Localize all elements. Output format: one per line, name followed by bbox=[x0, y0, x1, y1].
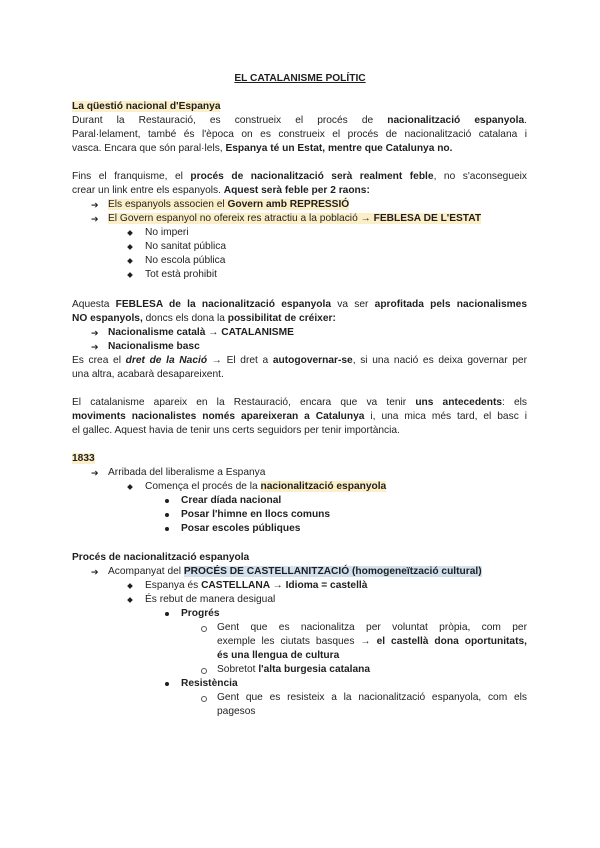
nationalism-item: Nacionalisme català → CATALANISME bbox=[108, 327, 294, 338]
dot-bullet-icon bbox=[165, 682, 169, 686]
section-heading-proces: Procés de nacionalització espanyola bbox=[72, 552, 250, 563]
sub-item: No sanitat pública bbox=[145, 241, 226, 252]
paragraph-line: El catalanisme apareix en la Restauració, encara que va tenir uns antecedents: els bbox=[72, 397, 527, 408]
sub-item: No escola pública bbox=[145, 255, 226, 266]
list-item: Arribada del liberalisme a Espanya bbox=[108, 467, 266, 478]
arrow-bullet-icon: ➔ bbox=[91, 567, 99, 577]
paragraph-line: vasca. Encara que són paral·lels, Espanya té un Estat, mentre que Catalunya no. bbox=[72, 143, 453, 154]
paragraph-line: Aquesta FEBLESA de la nacionalització espanyola va ser aprofitada pels nacionalismes bbox=[72, 299, 528, 310]
dot-bullet-icon bbox=[165, 513, 169, 517]
page-title: EL CATALANISME POLÍTIC bbox=[234, 73, 366, 84]
paragraph-line: NO espanyols, doncs els dona la possibilitat de créixer: bbox=[72, 313, 336, 324]
reason-item: El Govern espanyol no ofereix res atractiu a la població → FEBLESA DE L'ESTAT bbox=[108, 213, 482, 224]
list-item-line: Gent que es resisteix a la nacionalització espanyola, com els bbox=[217, 692, 527, 703]
arrow-bullet-icon: ➔ bbox=[91, 342, 99, 352]
diamond-bullet-icon bbox=[127, 244, 133, 250]
list-item-line: pagesos bbox=[217, 706, 256, 717]
paragraph-line: crear un link entre els espanyols. Aquest serà feble per 2 raons: bbox=[72, 185, 370, 196]
diamond-bullet-icon bbox=[127, 230, 133, 236]
year-heading: 1833 bbox=[72, 453, 95, 464]
nationalism-item: Nacionalisme basc bbox=[108, 341, 200, 352]
diamond-bullet-icon bbox=[127, 597, 133, 603]
list-item: Progrés bbox=[181, 608, 220, 619]
paragraph-line: Paral·lelament, també és l'època on es construeix el procés de nacionalització catalana i bbox=[72, 129, 527, 140]
list-item-line: Gent que es nacionalitza per voluntat pròpia, com per bbox=[217, 622, 527, 633]
diamond-bullet-icon bbox=[127, 484, 133, 490]
arrow-bullet-icon: ➔ bbox=[91, 200, 99, 210]
list-item: Crear díada nacional bbox=[181, 495, 282, 506]
list-item: Sobretot l'alta burgesia catalana bbox=[217, 664, 371, 675]
list-item-line: és una llengua de cultura bbox=[217, 650, 340, 661]
list-item: Posar l'himne en llocs comuns bbox=[181, 509, 331, 520]
sub-item: No imperi bbox=[145, 227, 189, 238]
list-item: Espanya és CASTELLANA → Idioma = castellà bbox=[145, 580, 368, 591]
arrow-bullet-icon: ➔ bbox=[91, 468, 99, 478]
circle-bullet-icon bbox=[201, 696, 207, 702]
list-item: És rebut de manera desigual bbox=[145, 594, 276, 605]
arrow-bullet-icon: ➔ bbox=[91, 214, 99, 224]
paragraph-line: Durant la Restauració, es construeix el procés de nacionalització espanyola. bbox=[72, 115, 527, 126]
circle-bullet-icon bbox=[201, 668, 207, 674]
list-item-line: exemple les ciutats basques → el castellà dona oportunitats, bbox=[217, 636, 527, 647]
paragraph-line: el gallec. Aquest havia de tenir uns certs seguidors per tenir importància. bbox=[72, 425, 400, 436]
list-item: Acompanyat del PROCÉS DE CASTELLANITZACIÓ (homogeneïtzació cultural) bbox=[108, 566, 482, 577]
list-item: Posar escoles públiques bbox=[181, 523, 301, 534]
reason-item: Els espanyols associen el Govern amb REPRESSIÓ bbox=[108, 199, 350, 210]
sub-item: Tot està prohibit bbox=[145, 269, 217, 280]
list-item: Comença el procés de la nacionalització espanyola bbox=[145, 481, 387, 492]
circle-bullet-icon bbox=[201, 626, 207, 632]
dot-bullet-icon bbox=[165, 612, 169, 616]
diamond-bullet-icon bbox=[127, 258, 133, 264]
diamond-bullet-icon bbox=[127, 583, 133, 589]
diamond-bullet-icon bbox=[127, 272, 133, 278]
paragraph-line: una altra, acabarà desapareixent. bbox=[72, 369, 224, 380]
section-heading-questio: La qüestió nacional d'Espanya bbox=[72, 101, 221, 112]
dot-bullet-icon bbox=[165, 527, 169, 531]
arrow-bullet-icon: ➔ bbox=[91, 328, 99, 338]
paragraph-line: Fins el franquisme, el procés de nacionalització serà realment feble, no s'aconsegueix bbox=[72, 171, 528, 182]
list-item: Resistència bbox=[181, 678, 238, 689]
paragraph-line: Es crea el dret de la Nació → El dret a autogovernar-se, si una nació es deixa governar per bbox=[72, 355, 527, 366]
paragraph-line: moviments nacionalistes només apareixeran a Catalunya i, una mica més tard, el basc i bbox=[72, 411, 527, 422]
dot-bullet-icon bbox=[165, 499, 169, 503]
